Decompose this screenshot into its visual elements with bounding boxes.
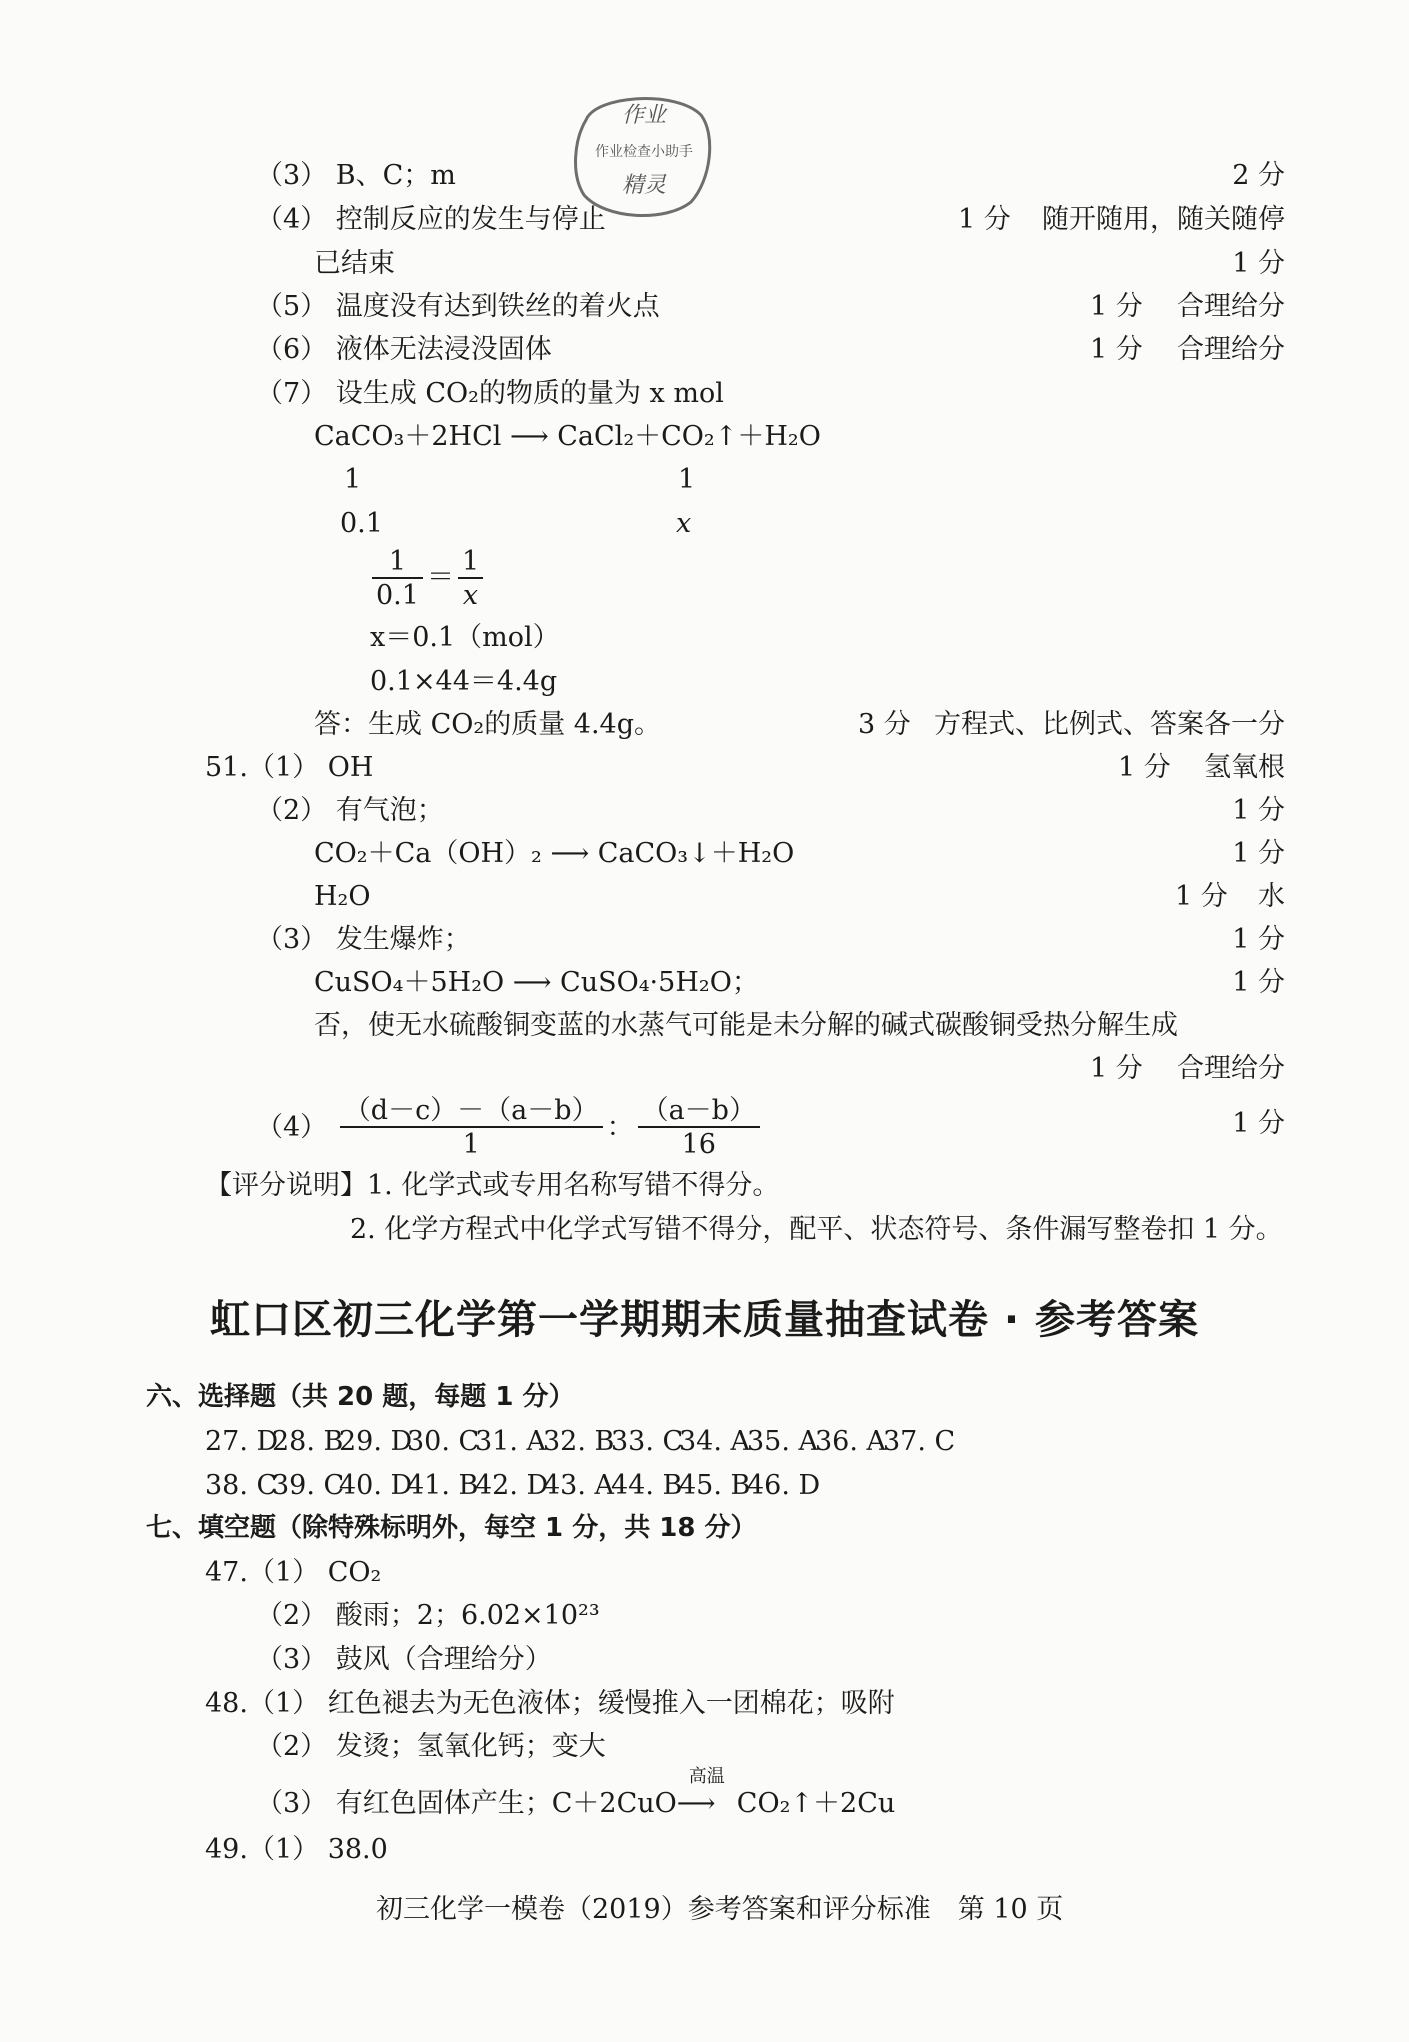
answer-43: 43. A [543, 1470, 615, 1501]
q50-3-score: 2 分 [1232, 160, 1285, 191]
answer-39: 39. C [272, 1470, 345, 1501]
reaction-condition: 高温 [688, 1766, 725, 1787]
q50-7-score: 3 分 [858, 709, 911, 740]
q51-1-label: 51.（1） OH [205, 752, 374, 783]
q50-7-ratio-2a: 0.1 [340, 508, 383, 539]
homework-stamp-logo [566, 90, 716, 222]
q51-3-score: 1 分 [1232, 924, 1285, 955]
q50-6-score: 1 分 [1090, 334, 1143, 365]
q48-2: （2） 发烫；氢氧化钙；变大 [256, 1731, 606, 1762]
section6-heading: 六、选择题（共 20 题，每题 1 分） [146, 1382, 575, 1412]
answer-35: 35. A [747, 1426, 819, 1457]
stamp-line3: 精灵 [621, 173, 667, 198]
q51-3-explanation: 否，使无水硫酸铜变蓝的水蒸气可能是未分解的碱式碳酸铜受热分解生成 [314, 1010, 1178, 1041]
q50-7-x-value: x＝0.1（mol） [370, 622, 560, 653]
q51-4-label: （4） [256, 1112, 328, 1143]
frac2-num: 1 [458, 548, 483, 579]
q48-3-left: （3） 有红色固体产生；C＋2CuO [256, 1788, 677, 1819]
q50-5-score: 1 分 [1090, 291, 1143, 322]
q50-4-label: （4） 控制反应的发生与停止 [256, 204, 606, 235]
q51-1-score: 1 分 [1118, 752, 1171, 783]
q51-4-score: 1 分 [1232, 1108, 1285, 1139]
q51-2-score: 1 分 [1232, 795, 1285, 826]
answer-44: 44. B [611, 1470, 683, 1501]
q50-7-equation: CaCO₃＋2HCl ⟶ CaCl₂＋CO₂↑＋H₂O [314, 421, 821, 452]
q48-3 [256, 1766, 896, 1819]
grading-note-1: 【评分说明】1. 化学式或专用名称写错不得分。 [205, 1170, 780, 1201]
answer-38: 38. C [205, 1470, 278, 1501]
q50-7-note: 方程式、比例式、答案各一分 [934, 709, 1285, 740]
answer-29: 29. D [339, 1426, 413, 1457]
answer-27: 27. D [205, 1426, 279, 1457]
section7-heading: 七、填空题（除特殊标明外，每空 1 分，共 18 分） [146, 1513, 757, 1543]
q50-7-label: （7） 设生成 CO₂的物质的量为 x mol [256, 378, 724, 409]
q51-3-label: （3） 发生爆炸； [256, 924, 471, 955]
q51-3-eq-score: 1 分 [1232, 967, 1285, 998]
q50-4-note: 随开随用，随关随停 [1042, 204, 1285, 235]
section6-answers-row1 [205, 1426, 956, 1457]
q51-4-frac1-den: 1 [462, 1129, 480, 1160]
answer-37: 37. C [883, 1426, 956, 1457]
answer-45: 45. B [679, 1470, 751, 1501]
q47-2: （2） 酸雨；2；6.02×10²³ [256, 1600, 600, 1631]
q48-3-right: CO₂↑＋2Cu [736, 1788, 896, 1819]
q51-4-frac1-num: （d－c）－（a－b） [340, 1097, 603, 1128]
q51-2-label: （2） 有气泡； [256, 795, 444, 826]
q51-2-water: H₂O [314, 881, 371, 912]
q51-2-water-note: 水 [1258, 881, 1285, 912]
q50-7-mass-calc: 0.1×44＝4.4g [370, 666, 558, 697]
q50-4b-score: 1 分 [1232, 248, 1285, 279]
answer-40: 40. D [339, 1470, 413, 1501]
q50-6-label: （6） 液体无法浸没固体 [256, 334, 552, 365]
section6-answers-row2 [205, 1470, 821, 1501]
q50-4b-label: 已结束 [314, 248, 395, 279]
q51-3-expl-score: 1 分 [1090, 1053, 1143, 1084]
q50-6-note: 合理给分 [1177, 334, 1285, 365]
q51-2-water-score: 1 分 [1175, 881, 1228, 912]
q51-4-frac2-den: 16 [681, 1129, 716, 1160]
q50-5-note: 合理给分 [1177, 291, 1285, 322]
answer-33: 33. C [611, 1426, 684, 1457]
answer-31: 31. A [475, 1426, 547, 1457]
answer-32: 32. B [543, 1426, 615, 1457]
page-footer: 初三化学一模卷（2019）参考答案和评分标准 第 10 页 [376, 1894, 1064, 1925]
q48-1: 48.（1） 红色褪去为无色液体；缓慢推入一团棉花；吸附 [205, 1688, 895, 1719]
q51-2-eq-score: 1 分 [1232, 838, 1285, 869]
q50-7-proportion [368, 548, 487, 609]
q50-7-answer: 答：生成 CO₂的质量 4.4g。 [314, 709, 662, 740]
answer-41: 41. B [407, 1470, 479, 1501]
answer-28: 28. B [272, 1426, 344, 1457]
q50-7-ratio-1a: 1 [344, 464, 362, 495]
stamp-line1: 作业 [621, 103, 667, 128]
section-title: 虹口区初三化学第一学期期末质量抽查试卷 · 参考答案 [209, 1297, 1200, 1343]
stamp-line2: 作业检查小助手 [595, 144, 693, 160]
q47-1: 47.（1） CO₂ [205, 1557, 382, 1588]
q47-3: （3） 鼓风（合理给分） [256, 1644, 552, 1675]
answer-36: 36. A [815, 1426, 887, 1457]
q50-7-ratio-1b: 1 [678, 464, 696, 495]
q51-1-note: 氢氧根 [1204, 752, 1285, 783]
frac-equals: ＝ [426, 562, 454, 593]
q51-4-formula [256, 1097, 764, 1158]
q50-5-label: （5） 温度没有达到铁丝的着火点 [256, 291, 660, 322]
reaction-arrow: 高温 ⟶ [677, 1790, 737, 1817]
q51-2-equation: CO₂＋Ca（OH）₂ ⟶ CaCO₃↓＋H₂O [314, 838, 795, 869]
frac2-den: x [462, 580, 479, 611]
answer-34: 34. A [679, 1426, 751, 1457]
q50-4-score: 1 分 [958, 204, 1011, 235]
q51-3-equation: CuSO₄＋5H₂O ⟶ CuSO₄·5H₂O； [314, 967, 759, 998]
q51-4-sep: ： [606, 1112, 634, 1143]
q49-1: 49.（1） 38.0 [205, 1834, 388, 1865]
q50-7-ratio-2b: x [676, 508, 692, 539]
q50-3-label: （3） B、C；m [256, 160, 456, 191]
frac1-den: 0.1 [376, 580, 419, 611]
answer-30: 30. C [407, 1426, 480, 1457]
answer-46: 46. D [747, 1470, 821, 1501]
q51-3-expl-note: 合理给分 [1177, 1053, 1285, 1084]
answer-42: 42. D [475, 1470, 549, 1501]
grading-note-2: 2. 化学方程式中化学式写错不得分，配平、状态符号、条件漏写整卷扣 1 分。 [350, 1214, 1283, 1245]
q51-4-frac2-num: （a－b） [638, 1097, 760, 1128]
frac1-num: 1 [372, 548, 423, 579]
